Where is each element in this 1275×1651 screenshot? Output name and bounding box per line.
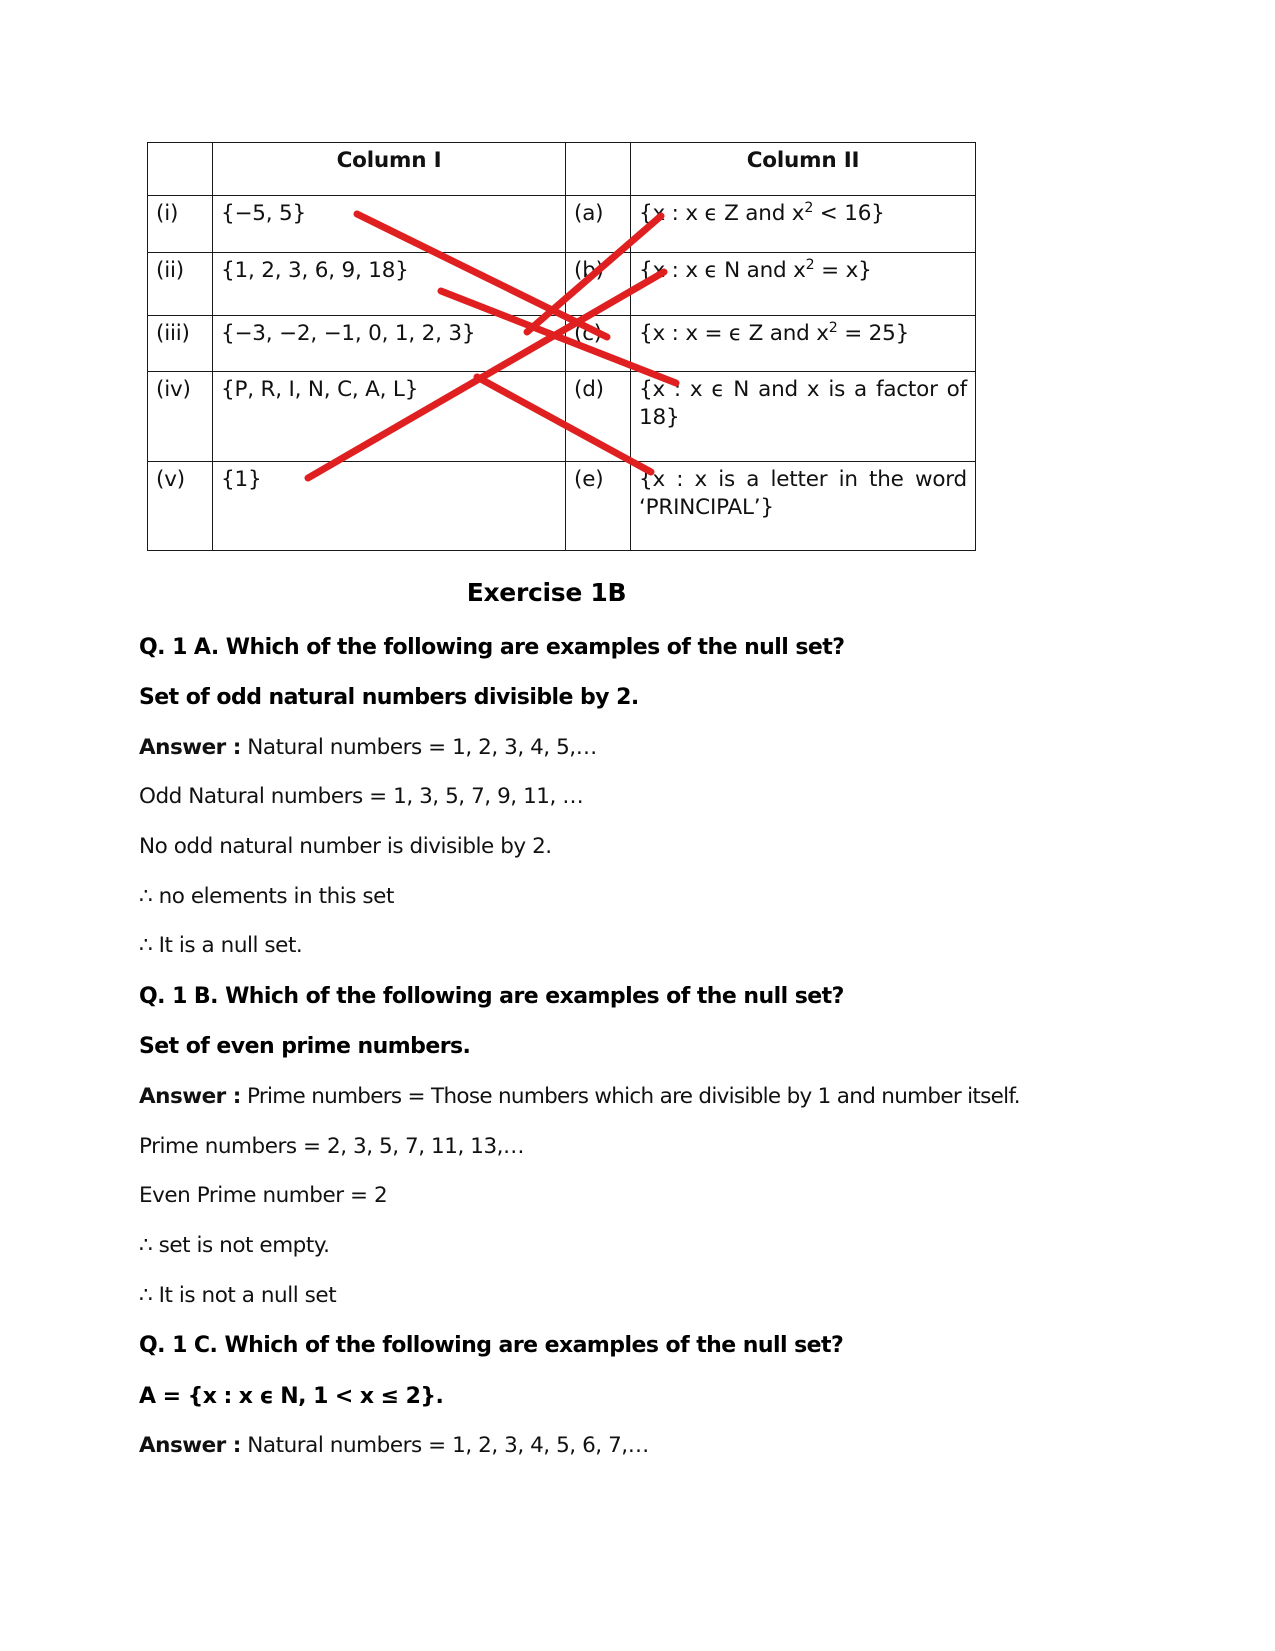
matching-table (147, 142, 976, 551)
answer-line-1b-4: ∴ It is not a null set (139, 1282, 337, 1308)
col2-exponent: 2 (805, 256, 815, 273)
header-blank-left (148, 143, 213, 196)
answer-line-1a-2: No odd natural number is divisible by 2. (139, 834, 552, 860)
row-column-two-value (631, 196, 976, 253)
question-heading-1c: Q. 1 C. Which of the following are examples of the null set? (139, 1333, 844, 1359)
exercise-content (139, 578, 1074, 1484)
col2-pre: {x : x ϵ N and x (639, 258, 806, 283)
answer-line-1b-3: ∴ set is not empty. (139, 1232, 330, 1258)
row-index: (i) (148, 196, 213, 253)
answer-line-1c-0 (139, 1434, 1074, 1459)
row-column-two-value (631, 316, 976, 372)
answer-label: Answer : (139, 1432, 241, 1458)
col2-exponent: 2 (828, 319, 838, 336)
row-column-one-value: {−3, −2, −1, 0, 1, 2, 3} (213, 316, 566, 372)
answer-line-1b-1: Prime numbers = 2, 3, 5, 7, 11, 13,… (139, 1133, 525, 1159)
header-column-two: Column II (631, 143, 976, 196)
table-row (148, 253, 976, 316)
answer-line-1b-2: Even Prime number = 2 (139, 1183, 388, 1209)
exercise-title: Exercise 1B (466, 578, 627, 607)
table-row (148, 196, 976, 253)
row-column-two-value: {x : x ϵ N and x is a factor of 18} (631, 372, 976, 462)
answer-text: Natural numbers = 1, 2, 3, 4, 5, 6, 7,… (240, 1432, 649, 1458)
header-column-one: Column I (213, 143, 566, 196)
answer-line-1a-0 (139, 736, 1074, 761)
table-row (148, 316, 976, 372)
col2-pre: {x : x ϵ Z and x (639, 201, 805, 226)
col2-pre: {x : x = ϵ Z and x (639, 321, 829, 346)
answer-text: Prime numbers = Those numbers which are divisible by 1 and number itself. (240, 1083, 1020, 1109)
table-header-row (148, 143, 976, 196)
row-letter: (c) (566, 316, 631, 372)
col2-exponent: 2 (804, 199, 814, 216)
answer-line-1b-0 (139, 1085, 1074, 1110)
question-heading-1a: Q. 1 A. Which of the following are examples of the null set? (139, 635, 845, 660)
header-blank-mid (566, 143, 631, 196)
row-column-one-value: {−5, 5} (213, 196, 566, 253)
answer-line-1a-3: ∴ no elements in this set (139, 883, 394, 909)
row-letter: (e) (566, 462, 631, 551)
question-heading-1b: Q. 1 B. Which of the following are examples of the null set? (139, 984, 844, 1010)
answer-label: Answer : (139, 1083, 241, 1109)
col2-post: < 16} (813, 201, 885, 226)
col2-post: = x} (814, 258, 872, 283)
row-index: (iii) (148, 316, 213, 372)
row-column-two-value: {x : x is a letter in the word ‘PRINCIPAL’} (631, 462, 976, 551)
question-statement-1a: Set of odd natural numbers divisible by 2. (139, 685, 639, 711)
row-letter: (b) (566, 253, 631, 316)
match-the-columns-table (147, 142, 975, 551)
row-column-two-value (631, 253, 976, 316)
table-row (148, 462, 976, 551)
answer-label: Answer : (139, 734, 241, 760)
row-column-one-value: {1, 2, 3, 6, 9, 18} (213, 253, 566, 316)
row-index: (ii) (148, 253, 213, 316)
answer-line-1a-1: Odd Natural numbers = 1, 3, 5, 7, 9, 11, … (139, 784, 584, 810)
table-row (148, 372, 976, 462)
row-index: (iv) (148, 372, 213, 462)
row-index: (v) (148, 462, 213, 551)
question-statement-1b: Set of even prime numbers. (139, 1034, 471, 1060)
col2-post: = 25} (837, 321, 910, 346)
row-letter: (d) (566, 372, 631, 462)
answer-text: Natural numbers = 1, 2, 3, 4, 5,… (240, 734, 597, 760)
row-column-one-value: {P, R, I, N, C, A, L} (213, 372, 566, 462)
row-letter: (a) (566, 196, 631, 253)
answer-line-1a-4: ∴ It is a null set. (139, 933, 303, 959)
row-column-one-value: {1} (213, 462, 566, 551)
question-statement-1c: A = {x : x ϵ N, 1 < x ≤ 2}. (139, 1383, 444, 1409)
